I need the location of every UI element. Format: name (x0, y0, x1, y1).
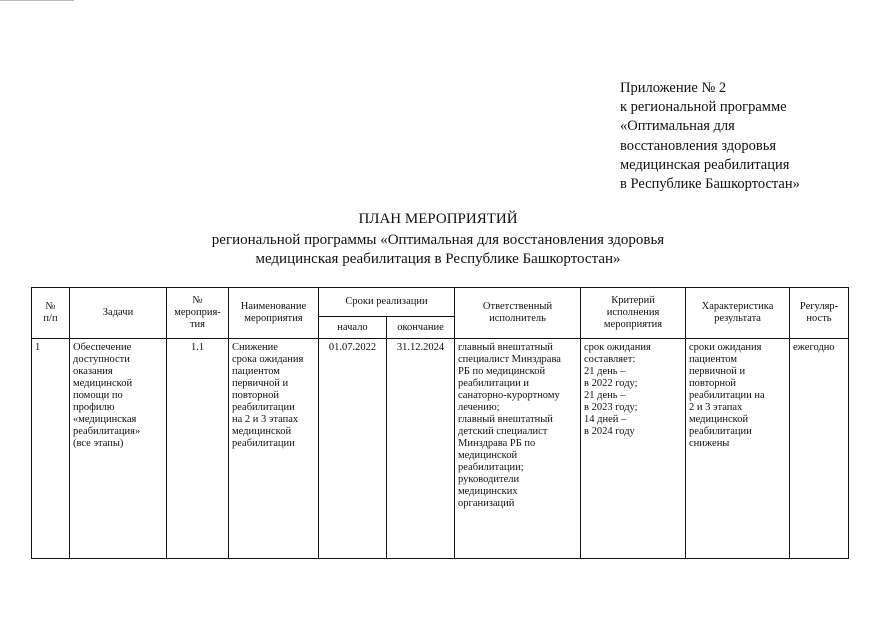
cell-line: реабилитации (689, 426, 752, 437)
cell-criterion (581, 339, 686, 559)
cell-line: реабилитации и (458, 378, 530, 389)
cell-line: детский специалист (458, 426, 548, 437)
header-text: № (45, 301, 56, 312)
cell-line: срока ожидания (232, 354, 304, 365)
cell-line: реабилитации на (689, 390, 765, 401)
cell-line: реабилитации; (458, 462, 524, 473)
cell-line: специалист Минздрава (458, 354, 561, 365)
cell-responsible (455, 339, 581, 559)
cell-result (686, 339, 790, 559)
header-num (32, 288, 70, 339)
appendix-line: к региональной программе (620, 99, 787, 116)
appendix-line: Приложение № 2 (620, 80, 727, 96)
cell-line: первичной и (232, 378, 289, 389)
cell-line: реабилитации (232, 438, 295, 449)
cell-line: Обеспечение (73, 342, 132, 353)
cell-line: пациентом (232, 366, 280, 377)
cell-line: на 2 и 3 этапах (232, 414, 299, 425)
cell-line: в 2024 году (584, 426, 635, 437)
header-text: Ответственный (482, 301, 553, 312)
cell-regularity: ежегодно (790, 339, 849, 559)
appendix-line: в Республике Башкортостан» (620, 176, 800, 193)
header-start: начало (319, 317, 387, 339)
header-tasks: Задачи (70, 288, 167, 339)
header-text: мероприятия (603, 319, 663, 330)
cell-line: медицинской (689, 414, 749, 425)
cell-line: в 2022 году; (584, 378, 638, 389)
header-criterion (581, 288, 686, 339)
document-subtitle-line-1: региональной программы «Оптимальная для восстановления здоровья (211, 232, 665, 248)
document-title: ПЛАН МЕРОПРИЯТИЙ (358, 211, 518, 227)
header-text: мероприя- (174, 307, 221, 318)
cell-line: медицинской (458, 450, 518, 461)
header-text: п/п (43, 313, 58, 324)
cell-line: профилю (73, 402, 115, 413)
cell-line: первичной и (689, 366, 746, 377)
header-text: Критерий (611, 295, 655, 306)
cell-line: 21 день – (584, 366, 626, 377)
cell-line: медицинских (458, 486, 518, 497)
header-row (32, 288, 849, 317)
cell-line: медицинской (73, 378, 133, 389)
cell-end: 31.12.2024 (387, 339, 455, 559)
cell-line: 14 дней – (584, 414, 627, 425)
appendix-line: медицинская реабилитация (620, 156, 790, 173)
cell-line: снижены (689, 438, 730, 449)
header-terms: Сроки реализации (319, 288, 455, 317)
cell-line: помощи по (73, 390, 123, 401)
cell-line: срок ожидания (584, 342, 651, 353)
cell-line: РБ по медицинской (458, 366, 546, 377)
scan-edge-mark (0, 0, 74, 1)
cell-line: оказания (73, 366, 113, 377)
cell-line: повторной (232, 390, 280, 401)
cell-measure-num: 1.1 (167, 339, 229, 559)
appendix-line: «Оптимальная для (620, 118, 735, 135)
header-text: тия (189, 319, 206, 330)
header-text: результата (714, 313, 761, 324)
cell-line: лечению; (458, 402, 500, 413)
cell-line: повторной (689, 378, 737, 389)
header-measure-name (229, 288, 319, 339)
header-text: исполнитель (489, 313, 546, 324)
appendix-block (620, 79, 800, 194)
cell-line: главный внештатный (458, 414, 553, 425)
header-regularity (790, 288, 849, 339)
cell-line: организаций (458, 498, 515, 509)
cell-line: в 2023 году; (584, 402, 638, 413)
cell-line: Снижение (232, 342, 278, 353)
appendix-line: восстановления здоровья (620, 137, 777, 154)
cell-line: составляет: (584, 354, 636, 365)
header-text: Наименование (240, 301, 307, 312)
header-text: № (192, 295, 203, 306)
header-text: мероприятия (244, 313, 303, 324)
cell-line: медицинской (232, 426, 292, 437)
cell-line: 21 день – (584, 390, 626, 401)
cell-line: доступности (73, 354, 130, 365)
plan-table (31, 287, 849, 559)
header-responsible (455, 288, 581, 339)
cell-num: 1 (32, 339, 70, 559)
cell-line: Минздрава РБ по (458, 438, 536, 449)
cell-line: руководители (458, 474, 520, 485)
header-text: Характеристика (701, 301, 774, 312)
header-text: исполнения (606, 307, 660, 318)
cell-start: 01.07.2022 (319, 339, 387, 559)
header-text: Регуляр- (799, 301, 839, 312)
cell-line: пациентом (689, 354, 737, 365)
header-text: ность (806, 313, 832, 324)
document-subtitle-line-2: медицинская реабилитация в Республике Башкортостан» (255, 251, 621, 267)
cell-line: санаторно-курортному (458, 390, 560, 401)
cell-line: (все этапы) (73, 438, 124, 449)
cell-tasks (70, 339, 167, 559)
cell-line: «медицинская (73, 414, 137, 425)
cell-line: главный внештатный (458, 342, 553, 353)
cell-line: реабилитация» (73, 426, 141, 437)
cell-line: 2 и 3 этапах (689, 402, 743, 413)
cell-line: сроки ожидания (689, 342, 762, 353)
cell-line: реабилитации (232, 402, 295, 413)
header-end: окончание (387, 317, 455, 339)
header-measure-num (167, 288, 229, 339)
cell-measure-name (229, 339, 319, 559)
table-row (32, 339, 849, 559)
header-result (686, 288, 790, 339)
